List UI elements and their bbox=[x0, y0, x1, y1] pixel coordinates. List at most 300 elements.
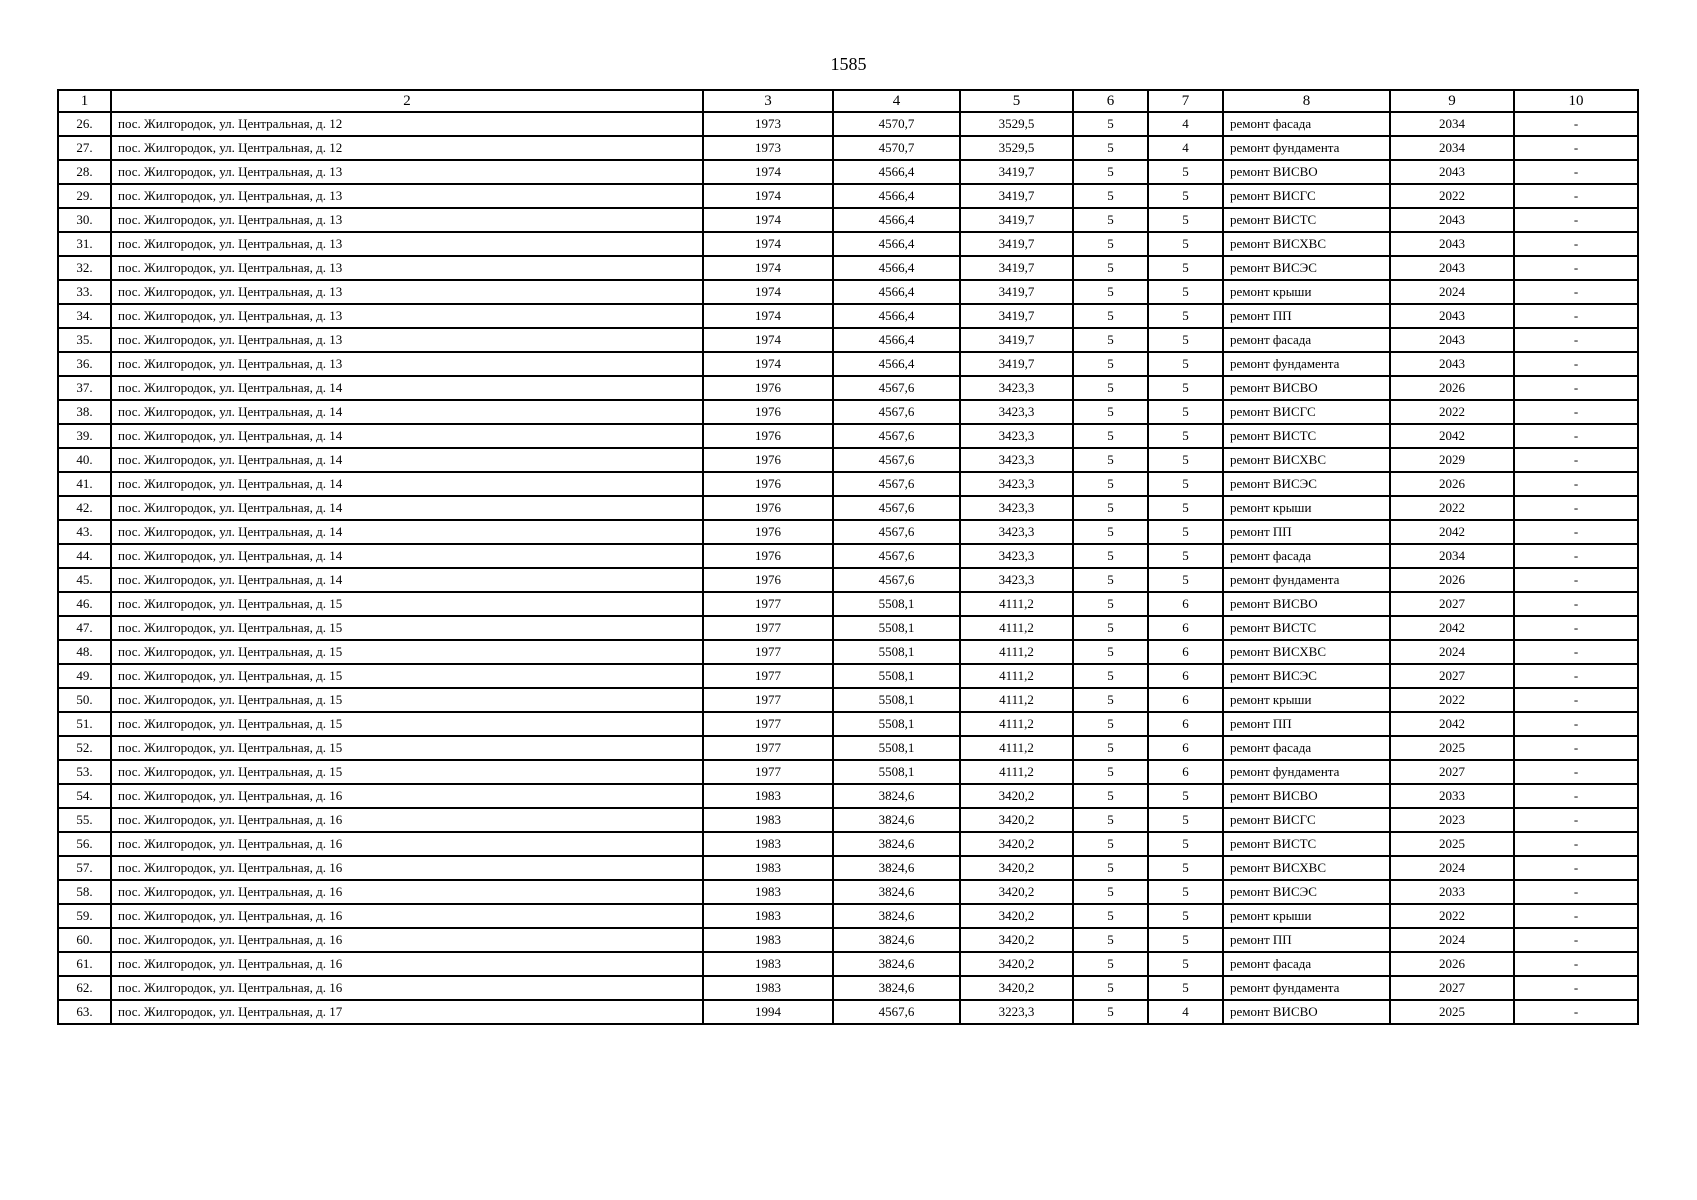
cell-planned-year: 2027 bbox=[1390, 664, 1514, 688]
table-row bbox=[58, 544, 1638, 568]
cell-work-type: ремонт ВИСВО bbox=[1223, 592, 1390, 616]
cell-living-area: 3423,3 bbox=[960, 496, 1073, 520]
cell-total-area: 3824,6 bbox=[833, 784, 960, 808]
table-row bbox=[58, 520, 1638, 544]
cell-build-year: 1983 bbox=[703, 832, 833, 856]
table-row bbox=[58, 472, 1638, 496]
table-row bbox=[58, 400, 1638, 424]
cell-note: - bbox=[1514, 280, 1638, 304]
cell-address: пос. Жилгородок, ул. Центральная, д. 17 bbox=[111, 1000, 703, 1024]
cell-row-number: 39. bbox=[58, 424, 111, 448]
table-row bbox=[58, 904, 1638, 928]
cell-planned-year: 2025 bbox=[1390, 1000, 1514, 1024]
cell-total-area: 3824,6 bbox=[833, 952, 960, 976]
table-row bbox=[58, 952, 1638, 976]
cell-entrances: 6 bbox=[1148, 712, 1223, 736]
cell-row-number: 49. bbox=[58, 664, 111, 688]
cell-address: пос. Жилгородок, ул. Центральная, д. 15 bbox=[111, 640, 703, 664]
cell-floors: 5 bbox=[1073, 160, 1148, 184]
cell-entrances: 5 bbox=[1148, 160, 1223, 184]
cell-floors: 5 bbox=[1073, 544, 1148, 568]
cell-address: пос. Жилгородок, ул. Центральная, д. 16 bbox=[111, 832, 703, 856]
cell-entrances: 5 bbox=[1148, 952, 1223, 976]
cell-note: - bbox=[1514, 256, 1638, 280]
cell-entrances: 5 bbox=[1148, 544, 1223, 568]
cell-work-type: ремонт ВИСТС bbox=[1223, 832, 1390, 856]
cell-planned-year: 2043 bbox=[1390, 304, 1514, 328]
table-row bbox=[58, 832, 1638, 856]
cell-entrances: 5 bbox=[1148, 520, 1223, 544]
cell-address: пос. Жилгородок, ул. Центральная, д. 16 bbox=[111, 880, 703, 904]
cell-note: - bbox=[1514, 712, 1638, 736]
cell-entrances: 5 bbox=[1148, 880, 1223, 904]
cell-work-type: ремонт фасада bbox=[1223, 736, 1390, 760]
cell-living-area: 4111,2 bbox=[960, 760, 1073, 784]
table-row bbox=[58, 352, 1638, 376]
cell-total-area: 5508,1 bbox=[833, 592, 960, 616]
cell-row-number: 35. bbox=[58, 328, 111, 352]
cell-floors: 5 bbox=[1073, 832, 1148, 856]
cell-note: - bbox=[1514, 832, 1638, 856]
cell-row-number: 26. bbox=[58, 112, 111, 136]
cell-entrances: 4 bbox=[1148, 1000, 1223, 1024]
cell-address: пос. Жилгородок, ул. Центральная, д. 14 bbox=[111, 400, 703, 424]
cell-row-number: 36. bbox=[58, 352, 111, 376]
cell-living-area: 3529,5 bbox=[960, 136, 1073, 160]
cell-living-area: 3419,7 bbox=[960, 352, 1073, 376]
cell-entrances: 5 bbox=[1148, 472, 1223, 496]
cell-build-year: 1983 bbox=[703, 904, 833, 928]
cell-planned-year: 2042 bbox=[1390, 520, 1514, 544]
cell-note: - bbox=[1514, 544, 1638, 568]
cell-living-area: 3423,3 bbox=[960, 520, 1073, 544]
cell-address: пос. Жилгородок, ул. Центральная, д. 13 bbox=[111, 256, 703, 280]
cell-address: пос. Жилгородок, ул. Центральная, д. 15 bbox=[111, 616, 703, 640]
cell-note: - bbox=[1514, 112, 1638, 136]
cell-planned-year: 2026 bbox=[1390, 376, 1514, 400]
table-row bbox=[58, 1000, 1638, 1024]
cell-work-type: ремонт крыши bbox=[1223, 496, 1390, 520]
cell-living-area: 3419,7 bbox=[960, 184, 1073, 208]
cell-living-area: 4111,2 bbox=[960, 736, 1073, 760]
table-row bbox=[58, 928, 1638, 952]
cell-total-area: 4566,4 bbox=[833, 208, 960, 232]
cell-row-number: 30. bbox=[58, 208, 111, 232]
cell-build-year: 1994 bbox=[703, 1000, 833, 1024]
cell-planned-year: 2034 bbox=[1390, 544, 1514, 568]
cell-living-area: 3419,7 bbox=[960, 232, 1073, 256]
cell-build-year: 1983 bbox=[703, 928, 833, 952]
cell-total-area: 5508,1 bbox=[833, 712, 960, 736]
cell-planned-year: 2042 bbox=[1390, 616, 1514, 640]
cell-total-area: 5508,1 bbox=[833, 760, 960, 784]
table-row bbox=[58, 640, 1638, 664]
cell-floors: 5 bbox=[1073, 952, 1148, 976]
cell-address: пос. Жилгородок, ул. Центральная, д. 14 bbox=[111, 544, 703, 568]
cell-note: - bbox=[1514, 568, 1638, 592]
cell-address: пос. Жилгородок, ул. Центральная, д. 15 bbox=[111, 712, 703, 736]
cell-floors: 5 bbox=[1073, 112, 1148, 136]
cell-entrances: 4 bbox=[1148, 136, 1223, 160]
cell-row-number: 33. bbox=[58, 280, 111, 304]
table-row bbox=[58, 376, 1638, 400]
cell-build-year: 1976 bbox=[703, 400, 833, 424]
cell-total-area: 5508,1 bbox=[833, 736, 960, 760]
cell-note: - bbox=[1514, 520, 1638, 544]
cell-address: пос. Жилгородок, ул. Центральная, д. 16 bbox=[111, 952, 703, 976]
cell-planned-year: 2022 bbox=[1390, 184, 1514, 208]
cell-entrances: 5 bbox=[1148, 856, 1223, 880]
table-row bbox=[58, 856, 1638, 880]
cell-living-area: 3223,3 bbox=[960, 1000, 1073, 1024]
cell-address: пос. Жилгородок, ул. Центральная, д. 14 bbox=[111, 520, 703, 544]
cell-row-number: 58. bbox=[58, 880, 111, 904]
cell-note: - bbox=[1514, 376, 1638, 400]
cell-note: - bbox=[1514, 976, 1638, 1000]
cell-work-type: ремонт фасада bbox=[1223, 112, 1390, 136]
cell-address: пос. Жилгородок, ул. Центральная, д. 15 bbox=[111, 760, 703, 784]
cell-floors: 5 bbox=[1073, 256, 1148, 280]
cell-total-area: 4566,4 bbox=[833, 232, 960, 256]
cell-row-number: 48. bbox=[58, 640, 111, 664]
cell-entrances: 5 bbox=[1148, 784, 1223, 808]
cell-row-number: 27. bbox=[58, 136, 111, 160]
cell-row-number: 47. bbox=[58, 616, 111, 640]
cell-note: - bbox=[1514, 856, 1638, 880]
cell-total-area: 5508,1 bbox=[833, 664, 960, 688]
column-header-10: 10 bbox=[1514, 90, 1638, 112]
cell-note: - bbox=[1514, 688, 1638, 712]
cell-address: пос. Жилгородок, ул. Центральная, д. 14 bbox=[111, 424, 703, 448]
table-row bbox=[58, 496, 1638, 520]
cell-work-type: ремонт фундамента bbox=[1223, 352, 1390, 376]
cell-total-area: 4567,6 bbox=[833, 376, 960, 400]
cell-build-year: 1974 bbox=[703, 328, 833, 352]
cell-floors: 5 bbox=[1073, 688, 1148, 712]
repair-schedule-table bbox=[57, 89, 1639, 1025]
cell-row-number: 62. bbox=[58, 976, 111, 1000]
cell-build-year: 1983 bbox=[703, 856, 833, 880]
cell-note: - bbox=[1514, 424, 1638, 448]
cell-living-area: 4111,2 bbox=[960, 664, 1073, 688]
cell-planned-year: 2022 bbox=[1390, 400, 1514, 424]
cell-address: пос. Жилгородок, ул. Центральная, д. 13 bbox=[111, 328, 703, 352]
cell-total-area: 3824,6 bbox=[833, 856, 960, 880]
cell-note: - bbox=[1514, 784, 1638, 808]
cell-row-number: 56. bbox=[58, 832, 111, 856]
cell-planned-year: 2043 bbox=[1390, 232, 1514, 256]
cell-note: - bbox=[1514, 496, 1638, 520]
cell-work-type: ремонт фундамента bbox=[1223, 568, 1390, 592]
cell-work-type: ремонт ВИСХВС bbox=[1223, 640, 1390, 664]
column-header-6: 6 bbox=[1073, 90, 1148, 112]
cell-entrances: 6 bbox=[1148, 592, 1223, 616]
cell-address: пос. Жилгородок, ул. Центральная, д. 16 bbox=[111, 784, 703, 808]
cell-floors: 5 bbox=[1073, 520, 1148, 544]
cell-row-number: 54. bbox=[58, 784, 111, 808]
cell-planned-year: 2034 bbox=[1390, 136, 1514, 160]
cell-work-type: ремонт ПП bbox=[1223, 304, 1390, 328]
cell-floors: 5 bbox=[1073, 880, 1148, 904]
cell-entrances: 5 bbox=[1148, 256, 1223, 280]
cell-floors: 5 bbox=[1073, 184, 1148, 208]
table-row bbox=[58, 880, 1638, 904]
cell-note: - bbox=[1514, 472, 1638, 496]
cell-work-type: ремонт крыши bbox=[1223, 688, 1390, 712]
cell-floors: 5 bbox=[1073, 136, 1148, 160]
cell-living-area: 3423,3 bbox=[960, 544, 1073, 568]
cell-address: пос. Жилгородок, ул. Центральная, д. 16 bbox=[111, 976, 703, 1000]
cell-living-area: 3420,2 bbox=[960, 976, 1073, 1000]
cell-work-type: ремонт ВИСГС bbox=[1223, 400, 1390, 424]
cell-row-number: 29. bbox=[58, 184, 111, 208]
cell-floors: 5 bbox=[1073, 904, 1148, 928]
cell-floors: 5 bbox=[1073, 304, 1148, 328]
cell-row-number: 41. bbox=[58, 472, 111, 496]
table-row bbox=[58, 808, 1638, 832]
cell-planned-year: 2024 bbox=[1390, 280, 1514, 304]
cell-floors: 5 bbox=[1073, 208, 1148, 232]
cell-build-year: 1974 bbox=[703, 208, 833, 232]
cell-floors: 5 bbox=[1073, 496, 1148, 520]
cell-address: пос. Жилгородок, ул. Центральная, д. 13 bbox=[111, 160, 703, 184]
cell-work-type: ремонт ВИСТС bbox=[1223, 616, 1390, 640]
cell-build-year: 1976 bbox=[703, 568, 833, 592]
cell-work-type: ремонт ВИСЭС bbox=[1223, 880, 1390, 904]
cell-work-type: ремонт ВИСГС bbox=[1223, 808, 1390, 832]
cell-planned-year: 2026 bbox=[1390, 568, 1514, 592]
cell-address: пос. Жилгородок, ул. Центральная, д. 16 bbox=[111, 928, 703, 952]
cell-build-year: 1973 bbox=[703, 112, 833, 136]
table-row bbox=[58, 712, 1638, 736]
table-row bbox=[58, 160, 1638, 184]
cell-note: - bbox=[1514, 952, 1638, 976]
cell-floors: 5 bbox=[1073, 400, 1148, 424]
cell-entrances: 5 bbox=[1148, 400, 1223, 424]
cell-entrances: 5 bbox=[1148, 496, 1223, 520]
cell-total-area: 4566,4 bbox=[833, 280, 960, 304]
cell-note: - bbox=[1514, 208, 1638, 232]
cell-floors: 5 bbox=[1073, 472, 1148, 496]
cell-note: - bbox=[1514, 136, 1638, 160]
cell-living-area: 4111,2 bbox=[960, 712, 1073, 736]
cell-entrances: 5 bbox=[1148, 568, 1223, 592]
column-header-4: 4 bbox=[833, 90, 960, 112]
cell-planned-year: 2043 bbox=[1390, 208, 1514, 232]
cell-living-area: 3420,2 bbox=[960, 928, 1073, 952]
cell-work-type: ремонт крыши bbox=[1223, 904, 1390, 928]
cell-planned-year: 2042 bbox=[1390, 424, 1514, 448]
cell-total-area: 4567,6 bbox=[833, 424, 960, 448]
cell-floors: 5 bbox=[1073, 928, 1148, 952]
cell-address: пос. Жилгородок, ул. Центральная, д. 12 bbox=[111, 136, 703, 160]
cell-total-area: 3824,6 bbox=[833, 904, 960, 928]
cell-address: пос. Жилгородок, ул. Центральная, д. 14 bbox=[111, 376, 703, 400]
cell-note: - bbox=[1514, 880, 1638, 904]
cell-entrances: 5 bbox=[1148, 976, 1223, 1000]
cell-total-area: 5508,1 bbox=[833, 688, 960, 712]
cell-total-area: 4570,7 bbox=[833, 136, 960, 160]
cell-living-area: 3419,7 bbox=[960, 256, 1073, 280]
cell-planned-year: 2033 bbox=[1390, 880, 1514, 904]
cell-address: пос. Жилгородок, ул. Центральная, д. 13 bbox=[111, 232, 703, 256]
cell-work-type: ремонт ВИСХВС bbox=[1223, 232, 1390, 256]
cell-entrances: 5 bbox=[1148, 904, 1223, 928]
cell-entrances: 6 bbox=[1148, 664, 1223, 688]
cell-build-year: 1983 bbox=[703, 808, 833, 832]
cell-living-area: 4111,2 bbox=[960, 592, 1073, 616]
cell-row-number: 46. bbox=[58, 592, 111, 616]
cell-planned-year: 2022 bbox=[1390, 496, 1514, 520]
cell-floors: 5 bbox=[1073, 232, 1148, 256]
table-row bbox=[58, 736, 1638, 760]
cell-work-type: ремонт ВИСВО bbox=[1223, 784, 1390, 808]
cell-note: - bbox=[1514, 904, 1638, 928]
cell-build-year: 1974 bbox=[703, 280, 833, 304]
cell-build-year: 1983 bbox=[703, 952, 833, 976]
cell-build-year: 1977 bbox=[703, 664, 833, 688]
cell-planned-year: 2043 bbox=[1390, 256, 1514, 280]
cell-note: - bbox=[1514, 760, 1638, 784]
cell-address: пос. Жилгородок, ул. Центральная, д. 13 bbox=[111, 352, 703, 376]
cell-note: - bbox=[1514, 808, 1638, 832]
cell-entrances: 5 bbox=[1148, 928, 1223, 952]
cell-planned-year: 2043 bbox=[1390, 328, 1514, 352]
cell-entrances: 5 bbox=[1148, 208, 1223, 232]
cell-address: пос. Жилгородок, ул. Центральная, д. 13 bbox=[111, 184, 703, 208]
table-row bbox=[58, 688, 1638, 712]
cell-row-number: 57. bbox=[58, 856, 111, 880]
column-header-7: 7 bbox=[1148, 90, 1223, 112]
cell-entrances: 5 bbox=[1148, 280, 1223, 304]
cell-note: - bbox=[1514, 328, 1638, 352]
cell-build-year: 1977 bbox=[703, 616, 833, 640]
cell-build-year: 1974 bbox=[703, 160, 833, 184]
cell-work-type: ремонт ВИСХВС bbox=[1223, 856, 1390, 880]
cell-row-number: 60. bbox=[58, 928, 111, 952]
cell-total-area: 4566,4 bbox=[833, 256, 960, 280]
cell-floors: 5 bbox=[1073, 976, 1148, 1000]
cell-address: пос. Жилгородок, ул. Центральная, д. 15 bbox=[111, 736, 703, 760]
cell-note: - bbox=[1514, 304, 1638, 328]
cell-work-type: ремонт ВИСВО bbox=[1223, 160, 1390, 184]
cell-build-year: 1977 bbox=[703, 688, 833, 712]
cell-living-area: 3423,3 bbox=[960, 376, 1073, 400]
cell-build-year: 1983 bbox=[703, 880, 833, 904]
cell-total-area: 4566,4 bbox=[833, 184, 960, 208]
table-row bbox=[58, 664, 1638, 688]
cell-total-area: 5508,1 bbox=[833, 640, 960, 664]
cell-living-area: 3419,7 bbox=[960, 304, 1073, 328]
table-row bbox=[58, 256, 1638, 280]
cell-address: пос. Жилгородок, ул. Центральная, д. 12 bbox=[111, 112, 703, 136]
cell-work-type: ремонт ВИСЭС bbox=[1223, 256, 1390, 280]
cell-work-type: ремонт ВИСЭС bbox=[1223, 472, 1390, 496]
cell-floors: 5 bbox=[1073, 592, 1148, 616]
cell-work-type: ремонт ВИСХВС bbox=[1223, 448, 1390, 472]
cell-floors: 5 bbox=[1073, 856, 1148, 880]
cell-row-number: 44. bbox=[58, 544, 111, 568]
cell-build-year: 1976 bbox=[703, 520, 833, 544]
cell-work-type: ремонт фундамента bbox=[1223, 136, 1390, 160]
cell-work-type: ремонт ВИСГС bbox=[1223, 184, 1390, 208]
cell-planned-year: 2024 bbox=[1390, 856, 1514, 880]
cell-note: - bbox=[1514, 592, 1638, 616]
cell-row-number: 31. bbox=[58, 232, 111, 256]
cell-build-year: 1976 bbox=[703, 424, 833, 448]
cell-floors: 5 bbox=[1073, 760, 1148, 784]
cell-row-number: 42. bbox=[58, 496, 111, 520]
cell-planned-year: 2042 bbox=[1390, 712, 1514, 736]
cell-work-type: ремонт ВИСЭС bbox=[1223, 664, 1390, 688]
cell-entrances: 5 bbox=[1148, 808, 1223, 832]
cell-note: - bbox=[1514, 448, 1638, 472]
cell-address: пос. Жилгородок, ул. Центральная, д. 16 bbox=[111, 856, 703, 880]
cell-row-number: 59. bbox=[58, 904, 111, 928]
table-row bbox=[58, 328, 1638, 352]
cell-row-number: 55. bbox=[58, 808, 111, 832]
cell-living-area: 3420,2 bbox=[960, 952, 1073, 976]
cell-work-type: ремонт фундамента bbox=[1223, 976, 1390, 1000]
table-row bbox=[58, 112, 1638, 136]
table-row bbox=[58, 616, 1638, 640]
cell-entrances: 5 bbox=[1148, 232, 1223, 256]
cell-total-area: 4567,6 bbox=[833, 496, 960, 520]
cell-living-area: 3529,5 bbox=[960, 112, 1073, 136]
cell-living-area: 4111,2 bbox=[960, 688, 1073, 712]
cell-total-area: 4567,6 bbox=[833, 568, 960, 592]
cell-total-area: 3824,6 bbox=[833, 880, 960, 904]
table-row bbox=[58, 280, 1638, 304]
cell-build-year: 1983 bbox=[703, 784, 833, 808]
cell-build-year: 1977 bbox=[703, 760, 833, 784]
cell-entrances: 5 bbox=[1148, 832, 1223, 856]
cell-build-year: 1976 bbox=[703, 376, 833, 400]
cell-note: - bbox=[1514, 160, 1638, 184]
cell-note: - bbox=[1514, 1000, 1638, 1024]
cell-floors: 5 bbox=[1073, 808, 1148, 832]
cell-work-type: ремонт крыши bbox=[1223, 280, 1390, 304]
cell-entrances: 5 bbox=[1148, 376, 1223, 400]
table-body bbox=[58, 112, 1638, 1024]
cell-floors: 5 bbox=[1073, 448, 1148, 472]
cell-living-area: 3420,2 bbox=[960, 856, 1073, 880]
cell-total-area: 4567,6 bbox=[833, 520, 960, 544]
cell-floors: 5 bbox=[1073, 736, 1148, 760]
cell-row-number: 40. bbox=[58, 448, 111, 472]
cell-living-area: 3420,2 bbox=[960, 904, 1073, 928]
cell-total-area: 4567,6 bbox=[833, 400, 960, 424]
cell-build-year: 1977 bbox=[703, 712, 833, 736]
cell-build-year: 1974 bbox=[703, 352, 833, 376]
cell-work-type: ремонт фасада bbox=[1223, 952, 1390, 976]
table-row bbox=[58, 448, 1638, 472]
cell-row-number: 52. bbox=[58, 736, 111, 760]
cell-build-year: 1974 bbox=[703, 256, 833, 280]
column-header-9: 9 bbox=[1390, 90, 1514, 112]
cell-total-area: 4567,6 bbox=[833, 544, 960, 568]
cell-living-area: 3423,3 bbox=[960, 424, 1073, 448]
cell-row-number: 63. bbox=[58, 1000, 111, 1024]
cell-entrances: 5 bbox=[1148, 184, 1223, 208]
cell-floors: 5 bbox=[1073, 568, 1148, 592]
cell-total-area: 3824,6 bbox=[833, 928, 960, 952]
cell-work-type: ремонт фасада bbox=[1223, 544, 1390, 568]
cell-living-area: 3420,2 bbox=[960, 880, 1073, 904]
cell-note: - bbox=[1514, 640, 1638, 664]
cell-row-number: 32. bbox=[58, 256, 111, 280]
cell-row-number: 51. bbox=[58, 712, 111, 736]
